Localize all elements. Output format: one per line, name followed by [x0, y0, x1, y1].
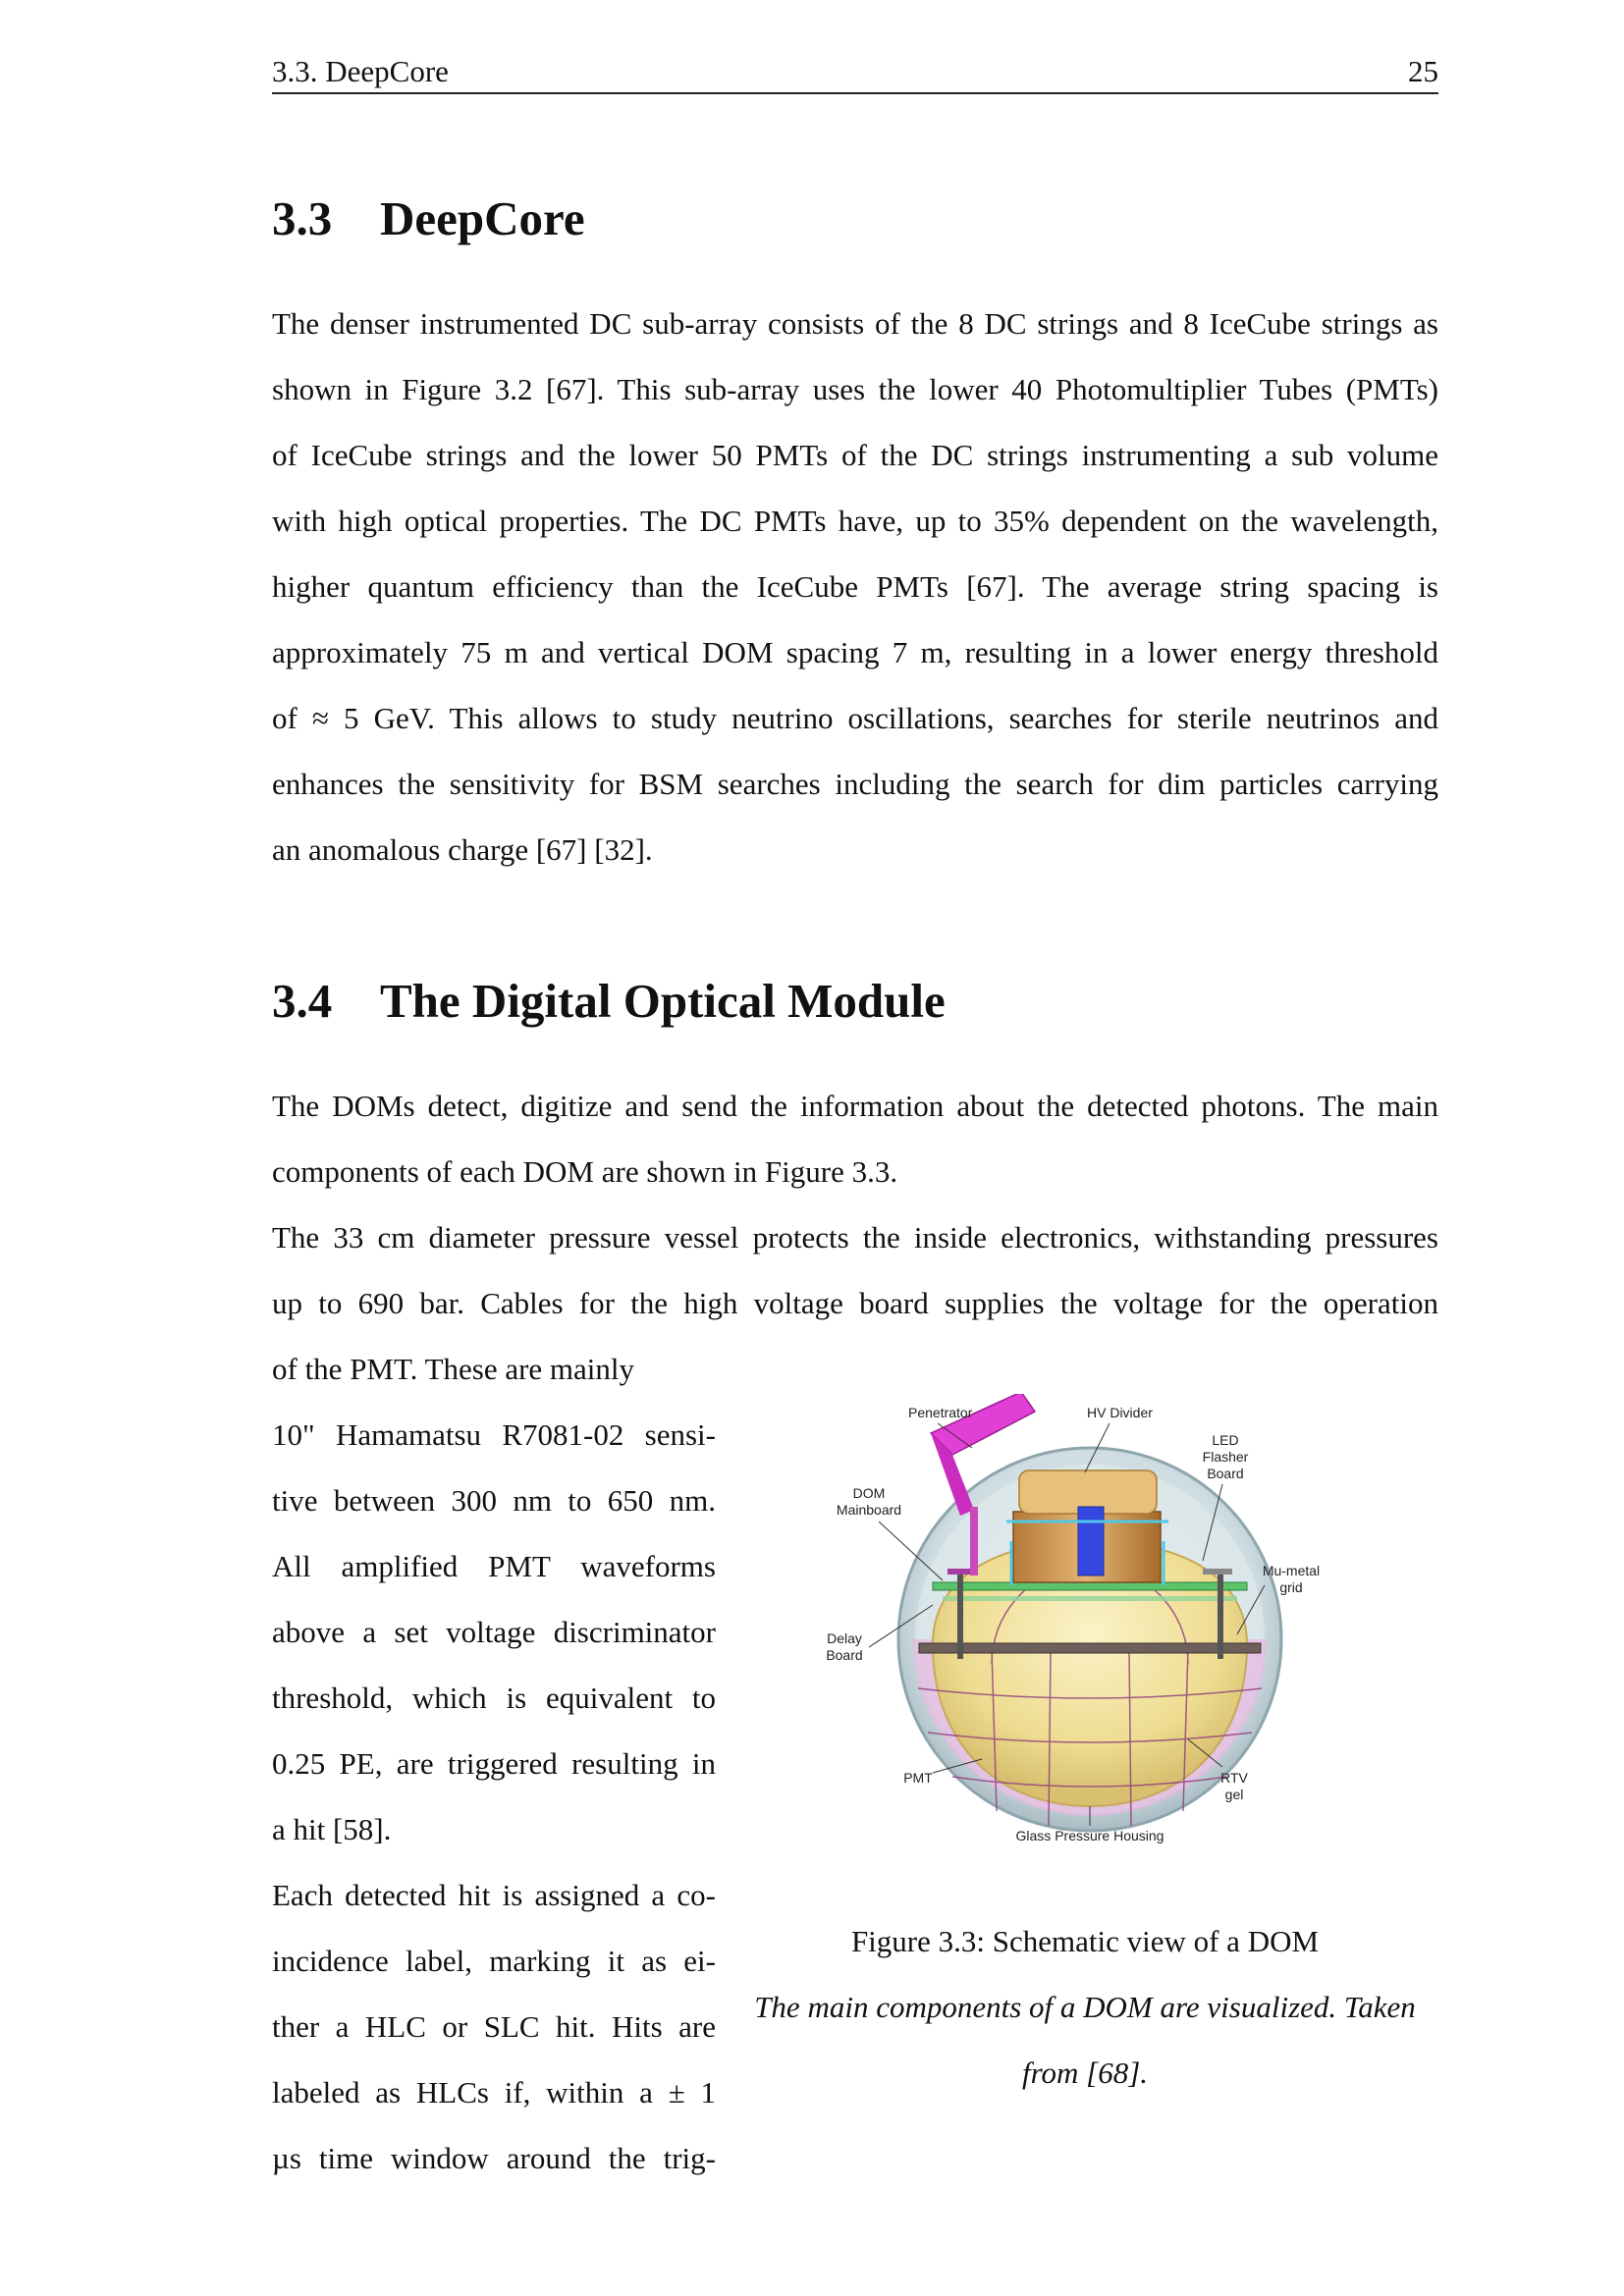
caption-line: from [68].	[1021, 2056, 1149, 2090]
text-line: of the PMT. These are mainly	[272, 1352, 635, 1386]
text-line: above a set voltage discriminator	[272, 1615, 716, 1649]
label-glass-housing: Glass Pressure Housing	[1015, 1828, 1164, 1843]
text-line: of ≈ 5 GeV. This allows to study neutrino oscillations, searches for sterile neutrinos and	[272, 701, 1438, 735]
paragraph-column-text	[272, 1402, 716, 2191]
label-delay-1: Delay	[827, 1630, 862, 1646]
text-line: approximately 75 m and vertical DOM spacing 7 m, resulting in a lower energy threshold	[272, 635, 1438, 669]
text-line: The denser instrumented DC sub-array consists of the 8 DC strings and 8 IceCube strings as	[272, 306, 1438, 341]
section-title: DeepCore	[380, 191, 585, 245]
label-led-3: Board	[1207, 1466, 1244, 1481]
page-number: 25	[1408, 54, 1438, 88]
label-penetrator: Penetrator	[908, 1405, 973, 1420]
dom-schematic-diagram	[825, 1394, 1355, 1855]
delay-board	[919, 1643, 1261, 1653]
text-line: of IceCube strings and the lower 50 PMTs of the DC strings instrumenting a sub volume	[272, 438, 1438, 472]
text-line: higher quantum efficiency than the IceCube PMTs [67]. The average string spacing is	[272, 569, 1438, 604]
running-header	[272, 51, 1438, 94]
text-line: The 33 cm diameter pressure vessel protects the inside electronics, withstanding pressures	[272, 1220, 1438, 1255]
text-line: a hit [58].	[272, 1812, 392, 1846]
section-number: 3.4	[272, 974, 333, 1028]
label-delay-2: Board	[826, 1647, 863, 1663]
label-rtv-2: gel	[1224, 1787, 1244, 1802]
label-hv-divider: HV Divider	[1087, 1405, 1153, 1420]
label-pmt: PMT	[903, 1770, 933, 1786]
caption-line: The main components of a DOM are visualized. Taken	[754, 1990, 1416, 2024]
section-title: The Digital Optical Module	[380, 974, 946, 1028]
figure-caption-description	[727, 1974, 1443, 2106]
section-heading-3-3	[272, 189, 585, 248]
paragraph-dom-intro	[272, 1073, 1438, 1402]
label-mu-2: grid	[1279, 1579, 1303, 1595]
text-line: with high optical properties. The DC PMTs have, up to 35% dependent on the wavelength,	[272, 504, 1438, 538]
text-line: ther a HLC or SLC hit. Hits are	[272, 2009, 716, 2044]
header-section: 3.3. DeepCore	[272, 54, 449, 88]
label-led-1: LED	[1212, 1432, 1239, 1448]
label-mu-1: Mu-metal	[1262, 1563, 1321, 1578]
label-dom-2: Mainboard	[836, 1502, 902, 1518]
section-number: 3.3	[272, 191, 333, 245]
text-line: incidence label, marking it as ei-	[272, 1944, 716, 1978]
text-line: up to 690 bar. Cables for the high voltage board supplies the voltage for the operation	[272, 1286, 1438, 1320]
text-line: µs time window around the trig-	[272, 2141, 716, 2175]
label-rtv-1: RTV	[1220, 1770, 1248, 1786]
text-line: enhances the sensitivity for BSM searches including the search for dim particles carrying	[272, 767, 1438, 801]
text-line: labeled as HLCs if, within a ± 1	[272, 2075, 716, 2109]
section-heading-3-4	[272, 972, 946, 1031]
label-dom-1: DOM	[852, 1485, 886, 1501]
text-line: tive between 300 nm to 650 nm.	[272, 1483, 716, 1518]
text-line: Each detected hit is assigned a co-	[272, 1878, 716, 1912]
label-led-2: Flasher	[1202, 1449, 1249, 1465]
text-line: 10" Hamamatsu R7081-02 sensi-	[272, 1417, 716, 1452]
text-line: an anomalous charge [67] [32].	[272, 832, 653, 867]
text-line: All amplified PMT waveforms	[272, 1549, 716, 1583]
figure-caption-title: Figure 3.3: Schematic view of a DOM	[850, 1924, 1320, 1958]
text-line: shown in Figure 3.2 [67]. This sub-array uses the lower 40 Photomultiplier Tubes (PMTs)	[272, 372, 1438, 406]
dom-mainboard	[933, 1582, 1247, 1590]
text-line: threshold, which is equivalent to	[272, 1681, 716, 1715]
text-line: The DOMs detect, digitize and send the information about the detected photons. The main	[272, 1089, 1438, 1123]
penetrator	[931, 1394, 1035, 1455]
text-line: components of each DOM are shown in Figure 3.3.	[272, 1154, 898, 1189]
text-line: 0.25 PE, are triggered resulting in	[272, 1746, 716, 1781]
paragraph-deepcore	[272, 291, 1438, 882]
